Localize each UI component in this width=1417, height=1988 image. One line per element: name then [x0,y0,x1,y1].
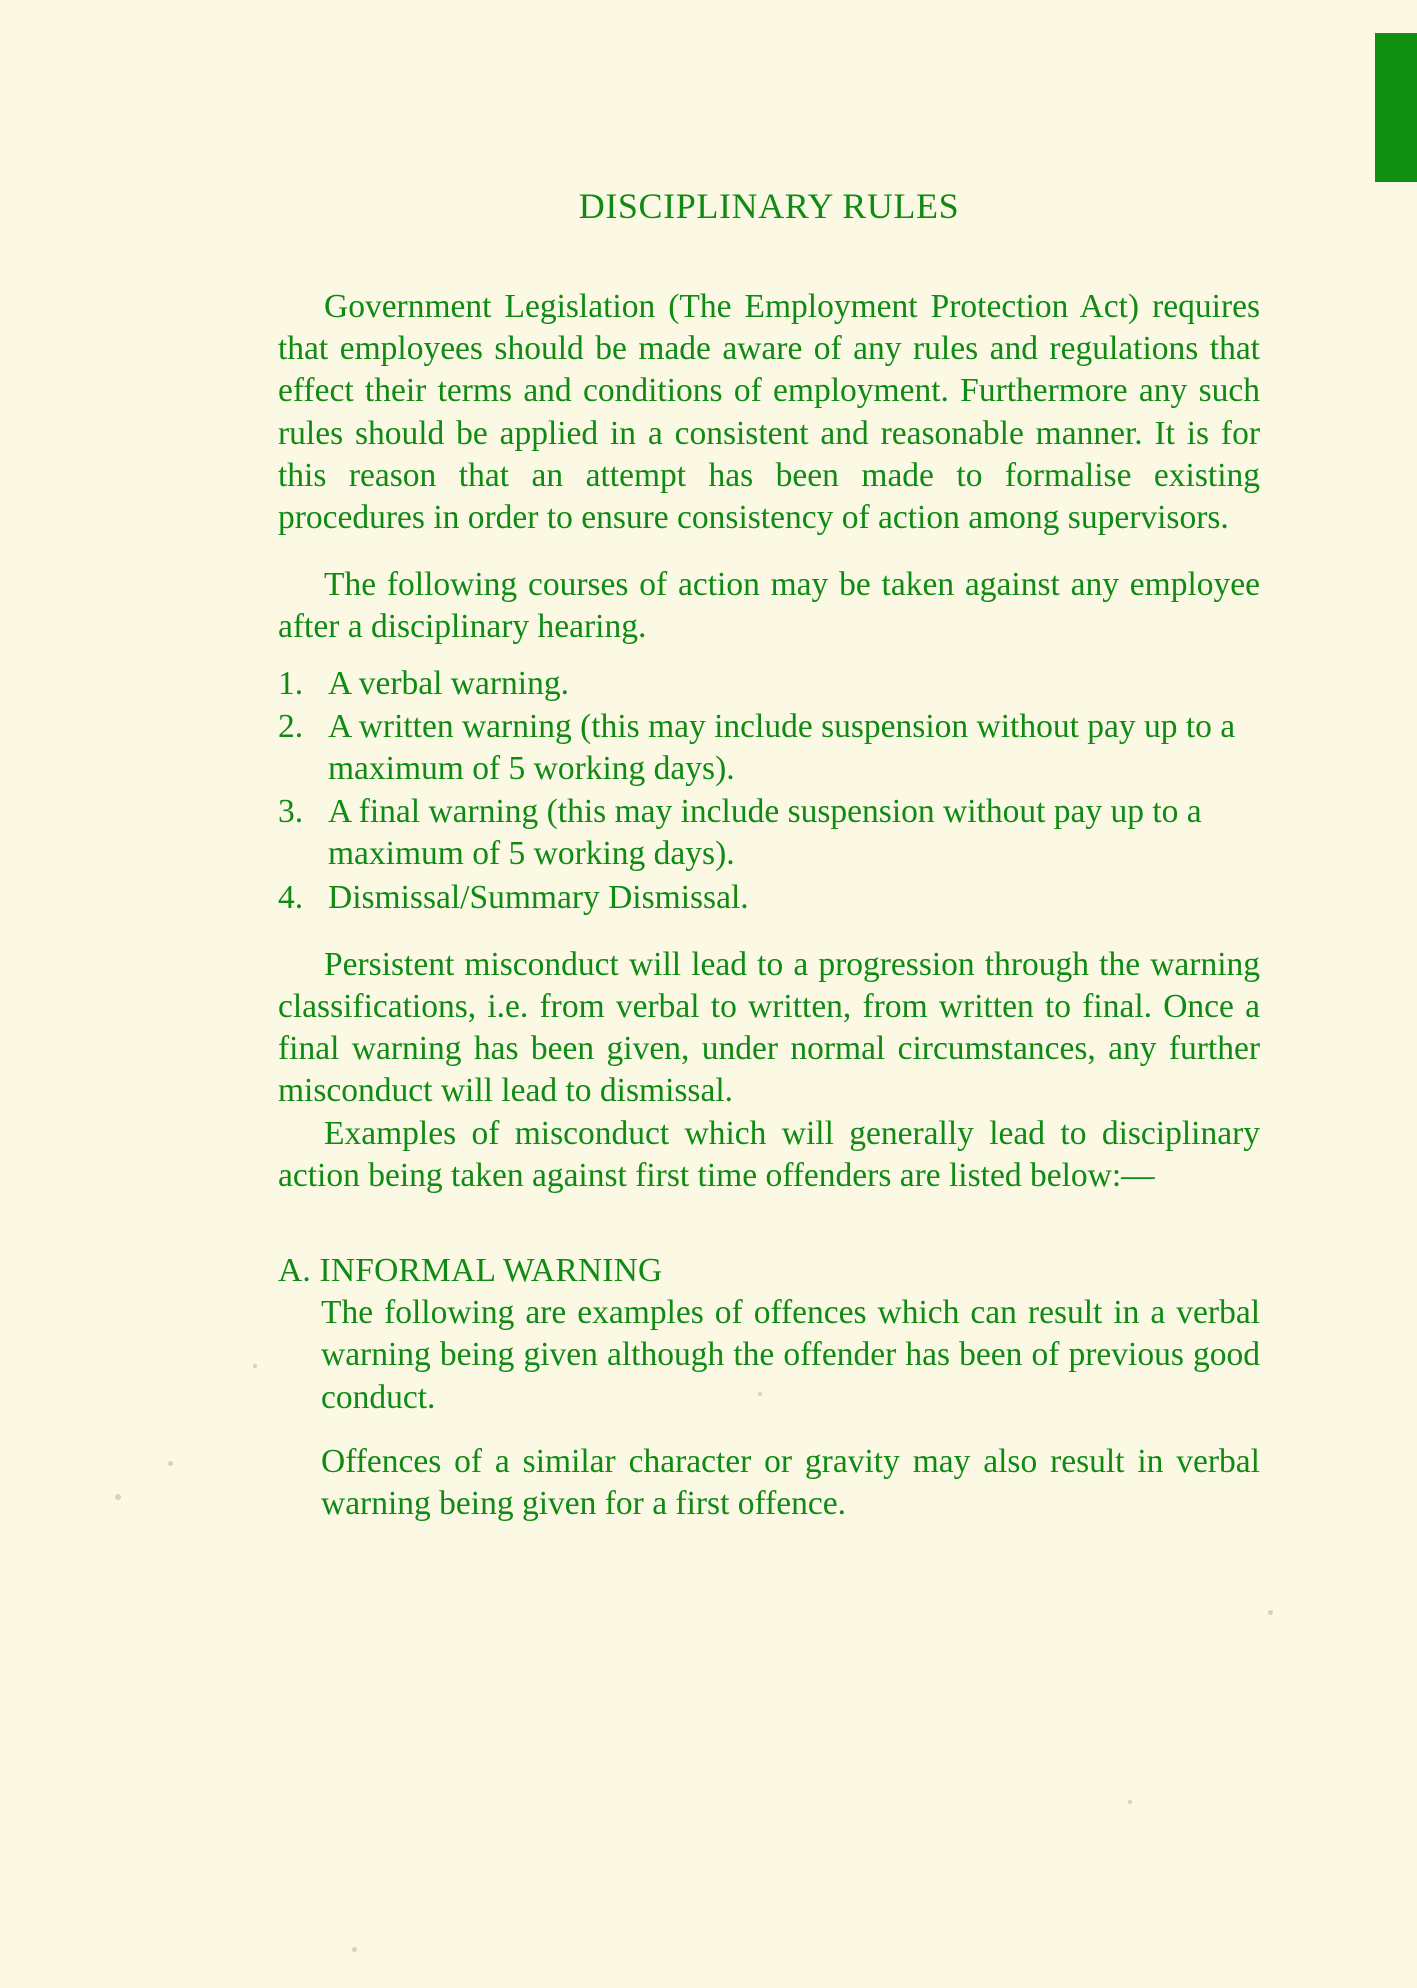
list-item [278,877,1260,919]
paragraph-examples: Examples of misconduct which will generally lead to disciplinary action being taken against first time offenders are listed below:— [278,1114,1260,1194]
list-item [278,706,1260,790]
list-item-number: 3. [278,793,304,831]
scan-speck [253,1364,257,1368]
list-item-number: 1. [278,664,304,702]
scan-speck [1268,1610,1273,1615]
list-item-label: A verbal warning. [328,664,569,702]
section-paragraph: The following are examples of offences which can result in a verbal warning being given although the offender has been of previous good conduct. [321,1294,1260,1416]
disciplinary-actions-list [278,663,1260,919]
scan-speck [115,1494,121,1500]
scan-speck [1128,1800,1132,1804]
section-informal-warning [278,1250,1260,1525]
list-item-number: 2. [278,707,304,745]
list-item [278,663,1260,705]
list-item-label: A written warning (this may include suspension without pay up to a maximum of 5 working days). [328,707,1236,788]
paragraph-courses-lead-in: The following courses of action may be taken against any employee after a disciplinary hearing. [278,566,1260,646]
paragraph-persistent-misconduct: Persistent misconduct will lead to a progression through the warning classifications, i.e. from verbal to written, from written to final. Once a final warning has been given, under normal circumstances, any further misconduct will lead to dismissal. [278,945,1260,1110]
scan-speck [352,1947,357,1952]
section-body [321,1292,1260,1525]
list-item [278,791,1260,875]
document-body [278,286,1260,1525]
page-edge-marker [1375,33,1417,182]
section-heading: A. INFORMAL WARNING [278,1252,663,1290]
paragraph-intro: Government Legislation (The Employment Protection Act) requires that employees should be made aware of any rules and regulations that effect their terms and conditions of employment. Furthermore any such rules should be applied in a consistent and reasonable manner. It is for this reason that an attempt has been made to formalise existing procedures in order to ensure consistency of action among supervisors. [278,288,1260,537]
list-item-number: 4. [278,878,304,916]
scan-speck [168,1461,173,1466]
list-item-label: Dismissal/Summary Dismissal. [328,878,749,916]
list-item-label: A final warning (this may include suspension without pay up to a maximum of 5 working days). [328,793,1202,873]
document-content [278,0,1260,1525]
section-paragraph: Offences of a similar character or gravity may also result in verbal warning being given for a first offence. [321,1442,1260,1523]
page-title: DISCIPLINARY RULES [578,186,960,226]
